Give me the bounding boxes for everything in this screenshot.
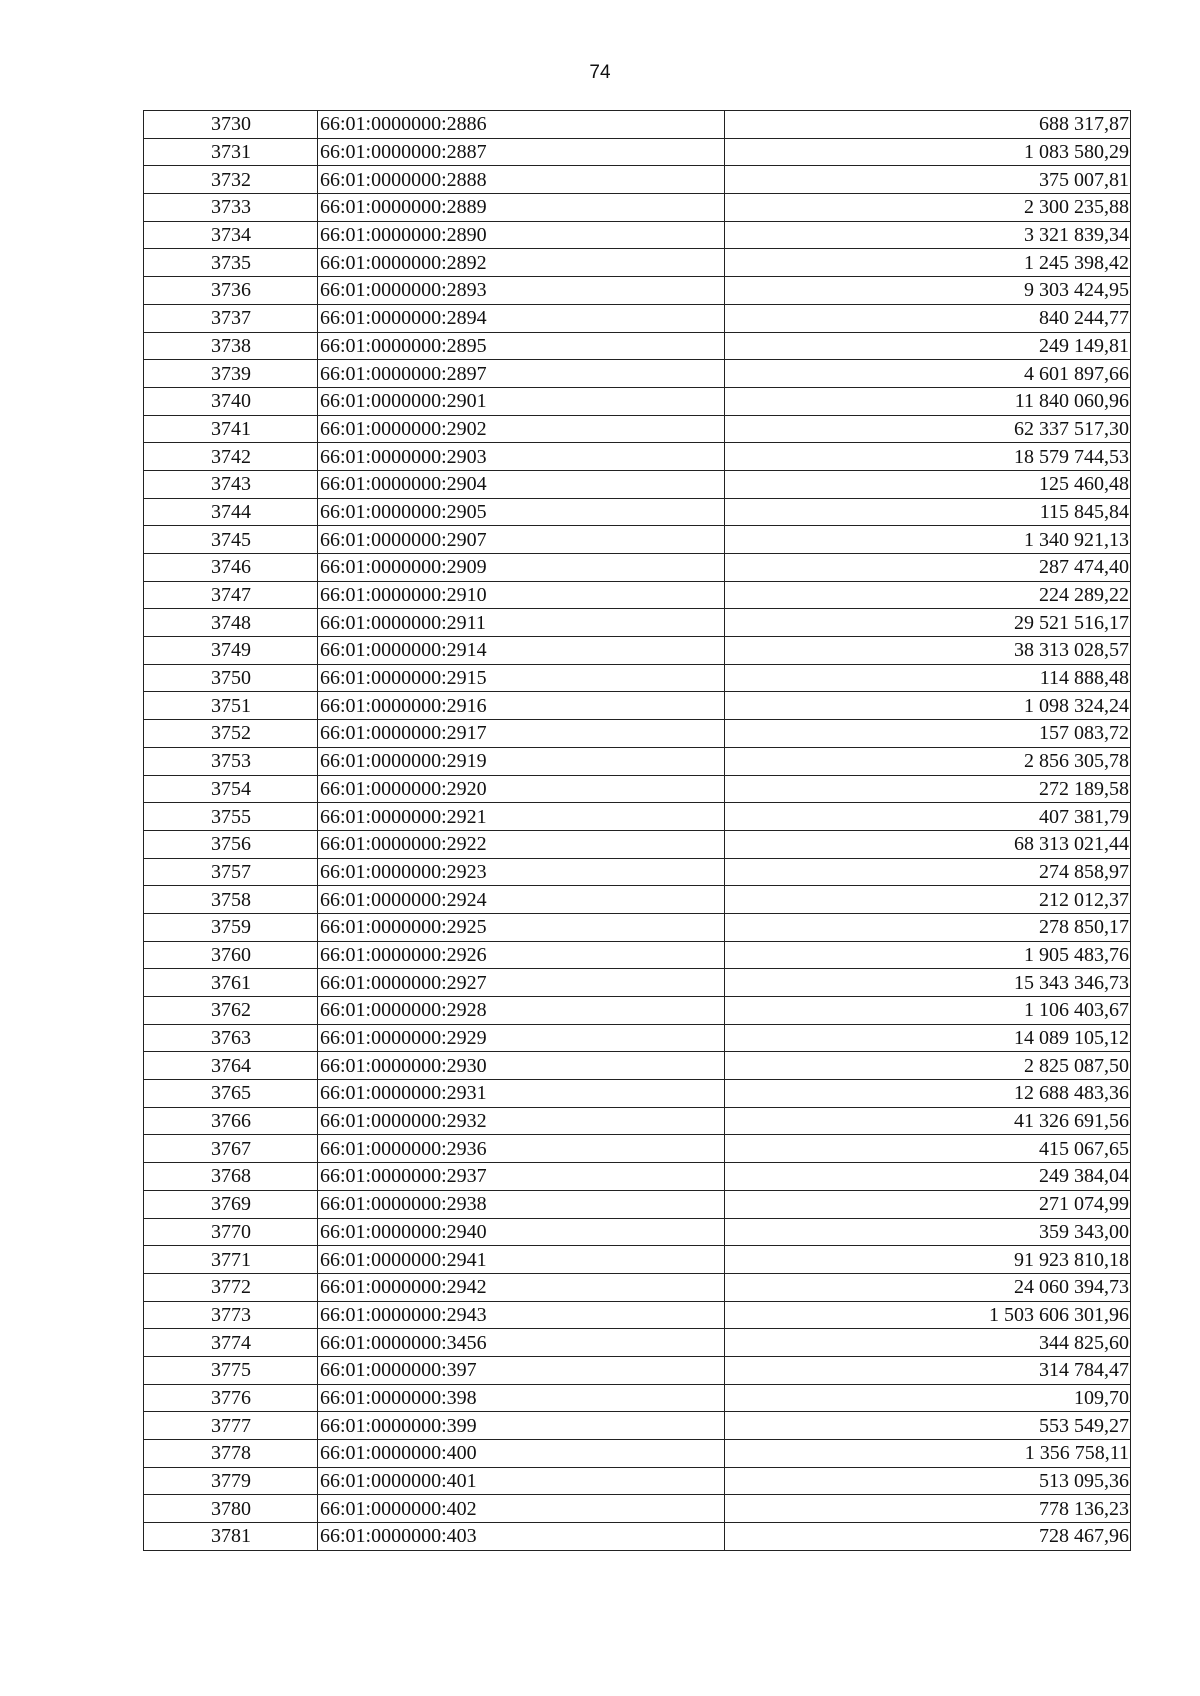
row-number-cell: 3763 [144,1024,318,1052]
row-number-cell: 3739 [144,360,318,388]
table-row [144,997,1131,1025]
cadastral-value-cell: 407 381,79 [725,803,1131,831]
row-number-cell: 3747 [144,581,318,609]
table-row [144,332,1131,360]
cadastral-number-cell: 66:01:0000000:398 [318,1384,725,1412]
cadastral-value-cell: 109,70 [725,1384,1131,1412]
cadastral-value-cell: 24 060 394,73 [725,1273,1131,1301]
cadastral-value-cell: 14 089 105,12 [725,1024,1131,1052]
cadastral-number-cell: 66:01:0000000:2942 [318,1273,725,1301]
cadastral-number-cell: 66:01:0000000:399 [318,1412,725,1440]
table-row [144,913,1131,941]
cadastral-number-cell: 66:01:0000000:2909 [318,554,725,582]
cadastral-value-cell: 29 521 516,17 [725,609,1131,637]
cadastral-number-cell: 66:01:0000000:2943 [318,1301,725,1329]
row-number-cell: 3734 [144,221,318,249]
cadastral-number-cell: 66:01:0000000:2927 [318,969,725,997]
table-row [144,1135,1131,1163]
row-number-cell: 3781 [144,1523,318,1551]
cadastral-number-cell: 66:01:0000000:2926 [318,941,725,969]
cadastral-value-cell: 114 888,48 [725,664,1131,692]
row-number-cell: 3779 [144,1467,318,1495]
table-row [144,1190,1131,1218]
table-row [144,720,1131,748]
row-number-cell: 3742 [144,443,318,471]
cadastral-value-cell: 840 244,77 [725,304,1131,332]
cadastral-value-cell: 15 343 346,73 [725,969,1131,997]
table-row [144,609,1131,637]
cadastral-value-cell: 274 858,97 [725,858,1131,886]
cadastral-number-cell: 66:01:0000000:2887 [318,138,725,166]
table-row [144,775,1131,803]
cadastral-value-cell: 1 905 483,76 [725,941,1131,969]
table-row [144,1024,1131,1052]
row-number-cell: 3776 [144,1384,318,1412]
row-number-cell: 3758 [144,886,318,914]
cadastral-value-cell: 271 074,99 [725,1190,1131,1218]
cadastral-value-cell: 115 845,84 [725,498,1131,526]
row-number-cell: 3745 [144,526,318,554]
row-number-cell: 3777 [144,1412,318,1440]
cadastral-number-cell: 66:01:0000000:2897 [318,360,725,388]
table-row [144,277,1131,305]
cadastral-number-cell: 66:01:0000000:3456 [318,1329,725,1357]
table-row [144,1052,1131,1080]
cadastral-number-cell: 66:01:0000000:2924 [318,886,725,914]
cadastral-value-cell: 68 313 021,44 [725,830,1131,858]
table-row [144,221,1131,249]
table-row [144,443,1131,471]
row-number-cell: 3769 [144,1190,318,1218]
cadastral-value-cell: 1 356 758,11 [725,1440,1131,1468]
cadastral-number-cell: 66:01:0000000:2902 [318,415,725,443]
table-row [144,1246,1131,1274]
cadastral-number-cell: 66:01:0000000:2914 [318,637,725,665]
cadastral-value-cell: 1 098 324,24 [725,692,1131,720]
row-number-cell: 3780 [144,1495,318,1523]
row-number-cell: 3772 [144,1273,318,1301]
cadastral-number-cell: 66:01:0000000:2910 [318,581,725,609]
cadastral-number-cell: 66:01:0000000:2890 [318,221,725,249]
cadastral-value-table [143,110,1131,1551]
table-row [144,1356,1131,1384]
row-number-cell: 3761 [144,969,318,997]
cadastral-number-cell: 66:01:0000000:2893 [318,277,725,305]
cadastral-number-cell: 66:01:0000000:2930 [318,1052,725,1080]
cadastral-value-cell: 157 083,72 [725,720,1131,748]
table-row [144,1273,1131,1301]
cadastral-value-cell: 12 688 483,36 [725,1080,1131,1108]
table-row [144,692,1131,720]
row-number-cell: 3765 [144,1080,318,1108]
cadastral-value-cell: 375 007,81 [725,166,1131,194]
table-row [144,858,1131,886]
cadastral-value-cell: 287 474,40 [725,554,1131,582]
cadastral-value-cell: 249 384,04 [725,1163,1131,1191]
row-number-cell: 3752 [144,720,318,748]
cadastral-number-cell: 66:01:0000000:2907 [318,526,725,554]
cadastral-value-cell: 4 601 897,66 [725,360,1131,388]
cadastral-number-cell: 66:01:0000000:2901 [318,387,725,415]
cadastral-value-cell: 91 923 810,18 [725,1246,1131,1274]
cadastral-number-cell: 66:01:0000000:2936 [318,1135,725,1163]
row-number-cell: 3762 [144,997,318,1025]
page-number: 74 [589,62,611,83]
cadastral-value-cell: 1 106 403,67 [725,997,1131,1025]
table-row [144,886,1131,914]
table-row [144,415,1131,443]
cadastral-number-cell: 66:01:0000000:400 [318,1440,725,1468]
cadastral-number-cell: 66:01:0000000:2928 [318,997,725,1025]
row-number-cell: 3759 [144,913,318,941]
cadastral-value-cell: 2 825 087,50 [725,1052,1131,1080]
cadastral-value-cell: 513 095,36 [725,1467,1131,1495]
cadastral-value-cell: 9 303 424,95 [725,277,1131,305]
cadastral-value-cell: 553 549,27 [725,1412,1131,1440]
cadastral-number-cell: 66:01:0000000:2895 [318,332,725,360]
cadastral-number-cell: 66:01:0000000:2938 [318,1190,725,1218]
cadastral-number-cell: 66:01:0000000:2905 [318,498,725,526]
row-number-cell: 3778 [144,1440,318,1468]
cadastral-value-cell: 18 579 744,53 [725,443,1131,471]
row-number-cell: 3773 [144,1301,318,1329]
cadastral-value-cell: 314 784,47 [725,1356,1131,1384]
cadastral-value-cell: 125 460,48 [725,470,1131,498]
cadastral-number-cell: 66:01:0000000:2940 [318,1218,725,1246]
cadastral-value-cell: 62 337 517,30 [725,415,1131,443]
cadastral-number-cell: 66:01:0000000:2904 [318,470,725,498]
row-number-cell: 3754 [144,775,318,803]
cadastral-number-cell: 66:01:0000000:402 [318,1495,725,1523]
cadastral-value-cell: 415 067,65 [725,1135,1131,1163]
row-number-cell: 3732 [144,166,318,194]
cadastral-number-cell: 66:01:0000000:2931 [318,1080,725,1108]
cadastral-value-cell: 778 136,23 [725,1495,1131,1523]
cadastral-value-cell: 249 149,81 [725,332,1131,360]
row-number-cell: 3764 [144,1052,318,1080]
table-row [144,1440,1131,1468]
table-row [144,664,1131,692]
cadastral-number-cell: 66:01:0000000:2921 [318,803,725,831]
table-row [144,1218,1131,1246]
row-number-cell: 3757 [144,858,318,886]
cadastral-number-cell: 66:01:0000000:2929 [318,1024,725,1052]
table-row [144,1163,1131,1191]
table-row [144,1080,1131,1108]
row-number-cell: 3760 [144,941,318,969]
cadastral-number-cell: 66:01:0000000:2888 [318,166,725,194]
row-number-cell: 3733 [144,194,318,222]
cadastral-value-cell: 344 825,60 [725,1329,1131,1357]
row-number-cell: 3736 [144,277,318,305]
cadastral-number-cell: 66:01:0000000:2894 [318,304,725,332]
row-number-cell: 3746 [144,554,318,582]
row-number-cell: 3738 [144,332,318,360]
cadastral-number-cell: 66:01:0000000:401 [318,1467,725,1495]
cadastral-number-cell: 66:01:0000000:2917 [318,720,725,748]
table-row [144,194,1131,222]
row-number-cell: 3753 [144,747,318,775]
cadastral-value-cell: 2 856 305,78 [725,747,1131,775]
cadastral-value-cell: 1 340 921,13 [725,526,1131,554]
row-number-cell: 3743 [144,470,318,498]
table-row [144,498,1131,526]
cadastral-value-cell: 38 313 028,57 [725,637,1131,665]
row-number-cell: 3749 [144,637,318,665]
row-number-cell: 3751 [144,692,318,720]
cadastral-number-cell: 66:01:0000000:2916 [318,692,725,720]
row-number-cell: 3748 [144,609,318,637]
cadastral-value-cell: 212 012,37 [725,886,1131,914]
cadastral-number-cell: 66:01:0000000:2925 [318,913,725,941]
table-body [144,111,1131,1551]
row-number-cell: 3750 [144,664,318,692]
cadastral-number-cell: 66:01:0000000:2911 [318,609,725,637]
cadastral-number-cell: 66:01:0000000:2932 [318,1107,725,1135]
table-row [144,387,1131,415]
cadastral-number-cell: 66:01:0000000:2889 [318,194,725,222]
row-number-cell: 3744 [144,498,318,526]
cadastral-number-cell: 66:01:0000000:2922 [318,830,725,858]
row-number-cell: 3774 [144,1329,318,1357]
table-row [144,1301,1131,1329]
cadastral-value-cell: 728 467,96 [725,1523,1131,1551]
table-row [144,1523,1131,1551]
cadastral-number-cell: 66:01:0000000:2937 [318,1163,725,1191]
table-row [144,138,1131,166]
table-row [144,1412,1131,1440]
table-row [144,1329,1131,1357]
table-row [144,941,1131,969]
table-row [144,1107,1131,1135]
table-row [144,1495,1131,1523]
cadastral-value-cell: 224 289,22 [725,581,1131,609]
table-row [144,470,1131,498]
table-row [144,1467,1131,1495]
row-number-cell: 3767 [144,1135,318,1163]
table-row [144,360,1131,388]
cadastral-value-cell: 272 189,58 [725,775,1131,803]
cadastral-value-cell: 41 326 691,56 [725,1107,1131,1135]
table-row [144,526,1131,554]
cadastral-number-cell: 66:01:0000000:2919 [318,747,725,775]
cadastral-value-cell: 1 083 580,29 [725,138,1131,166]
row-number-cell: 3768 [144,1163,318,1191]
table-row [144,111,1131,139]
table-row [144,637,1131,665]
row-number-cell: 3730 [144,111,318,139]
cadastral-value-cell: 359 343,00 [725,1218,1131,1246]
table-row [144,304,1131,332]
cadastral-value-cell: 278 850,17 [725,913,1131,941]
cadastral-value-cell: 688 317,87 [725,111,1131,139]
table-row [144,249,1131,277]
table-row [144,1384,1131,1412]
row-number-cell: 3740 [144,387,318,415]
row-number-cell: 3771 [144,1246,318,1274]
row-number-cell: 3766 [144,1107,318,1135]
cadastral-value-cell: 1 503 606 301,96 [725,1301,1131,1329]
table-row [144,554,1131,582]
cadastral-number-cell: 66:01:0000000:2941 [318,1246,725,1274]
cadastral-number-cell: 66:01:0000000:2923 [318,858,725,886]
row-number-cell: 3756 [144,830,318,858]
table-row [144,830,1131,858]
row-number-cell: 3735 [144,249,318,277]
row-number-cell: 3775 [144,1356,318,1384]
cadastral-number-cell: 66:01:0000000:2886 [318,111,725,139]
table-row [144,969,1131,997]
cadastral-number-cell: 66:01:0000000:2920 [318,775,725,803]
row-number-cell: 3731 [144,138,318,166]
cadastral-number-cell: 66:01:0000000:2915 [318,664,725,692]
cadastral-value-cell: 11 840 060,96 [725,387,1131,415]
cadastral-number-cell: 66:01:0000000:2892 [318,249,725,277]
cadastral-value-cell: 2 300 235,88 [725,194,1131,222]
cadastral-number-cell: 66:01:0000000:397 [318,1356,725,1384]
row-number-cell: 3741 [144,415,318,443]
row-number-cell: 3755 [144,803,318,831]
table-row [144,166,1131,194]
cadastral-value-cell: 3 321 839,34 [725,221,1131,249]
cadastral-number-cell: 66:01:0000000:403 [318,1523,725,1551]
table-row [144,747,1131,775]
cadastral-value-cell: 1 245 398,42 [725,249,1131,277]
row-number-cell: 3737 [144,304,318,332]
row-number-cell: 3770 [144,1218,318,1246]
table-row [144,803,1131,831]
cadastral-number-cell: 66:01:0000000:2903 [318,443,725,471]
table-row [144,581,1131,609]
